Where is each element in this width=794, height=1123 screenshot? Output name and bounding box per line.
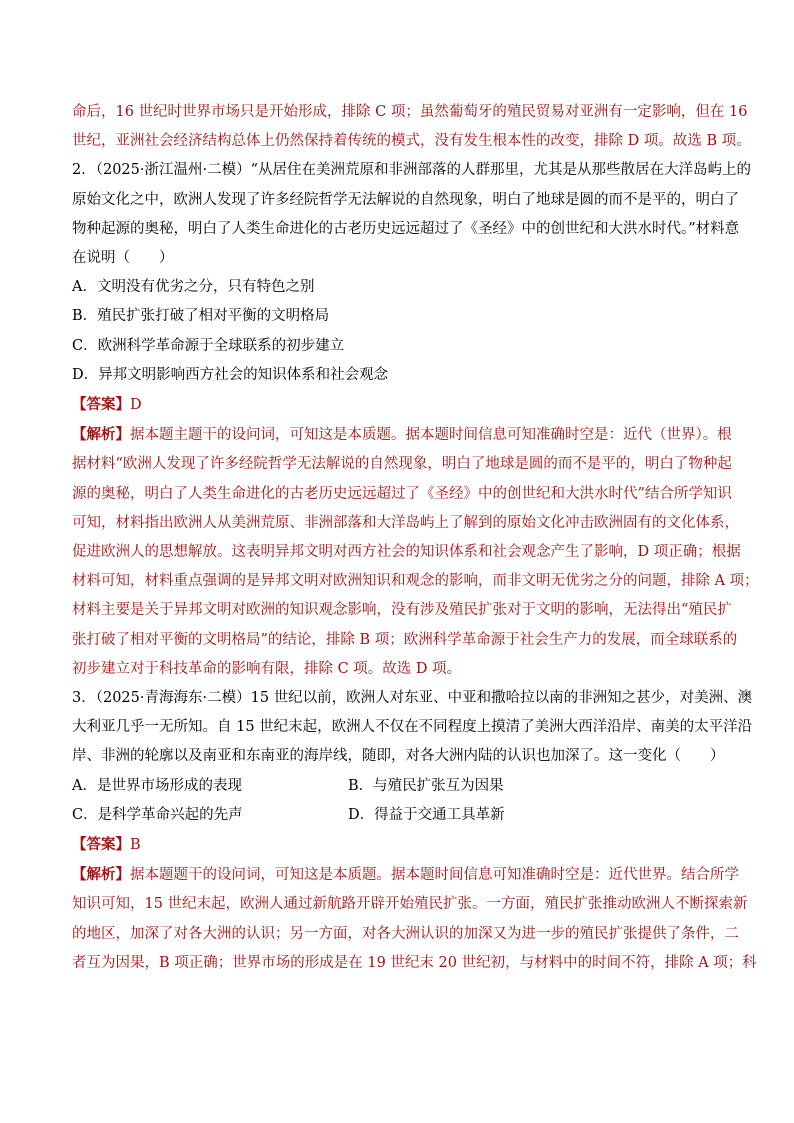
analysis-line: 世纪，亚洲社会经济结构总体上仍然保持着传统的模式，没有发生根本性的改变，排除 D 项。故选 B 项。 bbox=[72, 133, 751, 150]
analysis-line: 命后，16 世纪时世界市场只是开始形成，排除 C 项；虽然葡萄牙的殖民贸易对亚洲有一定影响，但在 16 bbox=[72, 104, 748, 120]
analysis-text: 据本题主题干的设问词，可知这是本质题。据本题时间信息可知准确时空是：近代（世界）。根 bbox=[130, 427, 732, 444]
analysis-line: 可知，材料指出欧洲人从美洲荒原、非洲部落和大洋岛屿上了解到的原始文化冲击欧洲固有的文化体系， bbox=[72, 514, 739, 531]
analysis-line: 促进欧洲人的思想解放。这表明异邦文明对西方社会的知识体系和社会观念产生了影响，D 项正确；根据 bbox=[72, 544, 741, 561]
answer-value: B bbox=[130, 837, 141, 854]
analysis-line: 的地区，加深了对各大洲的认识；另一方面，对各大洲认识的加深又为进一步的殖民扩张提供了条件，二 bbox=[72, 925, 739, 942]
question-stem-line: 大利亚几乎一无所知。自 15 世纪末起，欧洲人不仅在不同程度上摸清了美洲大西洋沿岸、南美的太平洋沿 bbox=[72, 719, 753, 736]
option-b: B．与殖民扩张互为因果 bbox=[348, 777, 504, 794]
analysis-line: 者互为因果，B 项正确；世界市场的形成是在 19 世纪末 20 世纪初，与材料中的时间不符，排除 A 项；科 bbox=[72, 954, 757, 971]
option-c: C．欧洲科学革命源于全球联系的初步建立 bbox=[72, 337, 345, 354]
option-b: B．殖民扩张打破了相对平衡的文明格局 bbox=[72, 308, 330, 325]
question-stem-line: 在说明（ ） bbox=[72, 250, 174, 267]
question-stem-line: 物种起源的奥秘，明白了人类生命进化的古老历史远远超过了《圣经》中的创世纪和大洪水时代。”材料意 bbox=[72, 220, 740, 237]
option-d: D．得益于交通工具革新 bbox=[348, 806, 505, 823]
question-stem-line: 岸、非洲的轮廓以及南亚和东南亚的海岸线，随即，对各大洲内陆的认识也加深了。这一变化（ ） bbox=[72, 748, 725, 765]
question-3 bbox=[72, 684, 757, 978]
analysis-line: 张打破了相对平衡的文明格局”的结论，排除 B 项；欧洲科学革命源于社会生产力的发展，而全球联系的 bbox=[72, 631, 738, 648]
analysis-tag: 【解析】 bbox=[72, 866, 130, 884]
option-d: D．异邦文明影响西方社会的知识体系和社会观念 bbox=[72, 366, 389, 383]
question-stem-line: 3．（2025·青海海东·二模）15 世纪以前，欧洲人对东亚、中亚和撒哈拉以南的非洲知之甚少，对美洲、澳 bbox=[72, 690, 753, 707]
analysis-text: 据本题题干的设问词，可知这是本质题。据本题时间信息可知准确时空是：近代世界。结合所学 bbox=[130, 867, 739, 884]
option-a: A．文明没有优劣之分，只有特色之别 bbox=[72, 279, 315, 296]
analysis-line: 源的奥秘，明白了人类生命进化的古老历史远远超过了《圣经》中的创世纪和大洪水时代”结合所学知识 bbox=[72, 485, 732, 502]
answer-value: D bbox=[130, 397, 142, 414]
option-a: A．是世界市场形成的表现 bbox=[72, 777, 242, 794]
analysis-line: 初步建立对于科技革命的影响有限，排除 C 项。故选 D 项。 bbox=[72, 660, 462, 677]
answer-tag: 【答案】 bbox=[72, 836, 130, 854]
question-2 bbox=[72, 156, 759, 684]
analysis-line: 知识可知，15 世纪末起，欧洲人通过新航路开辟开始殖民扩张。一方面，殖民扩张推动欧洲人不断探索新 bbox=[72, 896, 748, 913]
analysis-tag: 【解析】 bbox=[72, 426, 130, 444]
analysis-line: 材料可知，材料重点强调的是异邦文明对欧洲知识和观念的影响，而非文明无优劣之分的问题，排除 A 项； bbox=[72, 573, 759, 590]
previous-analysis-continuation bbox=[72, 98, 751, 156]
question-stem-line: 2．（2025·浙江温州·二模）“从居住在美洲荒原和非洲部落的人群那里，尤其是从那些散居在大洋岛屿上的 bbox=[72, 162, 752, 179]
answer-tag: 【答案】 bbox=[72, 396, 130, 414]
answer-line bbox=[72, 830, 730, 860]
options-grid bbox=[72, 772, 730, 830]
option-c: C．是科学革命兴起的先声 bbox=[72, 806, 243, 823]
analysis-line: 据材料“欧洲人发现了许多经院哲学无法解说的自然现象，明白了地球是圆的而不是平的，明白了物种起 bbox=[72, 456, 732, 473]
analysis-line bbox=[72, 420, 730, 450]
analysis-line: 材料主要是关于异邦文明对欧洲的知识观念影响，没有涉及殖民扩张对于文明的影响，无法得出“殖民扩 bbox=[72, 602, 732, 619]
analysis-line bbox=[72, 860, 739, 890]
question-stem-line: 原始文化之中，欧洲人发现了许多经院哲学无法解说的自然现象，明白了地球是圆的而不是平的，明白了 bbox=[72, 191, 739, 208]
answer-line bbox=[72, 390, 730, 420]
